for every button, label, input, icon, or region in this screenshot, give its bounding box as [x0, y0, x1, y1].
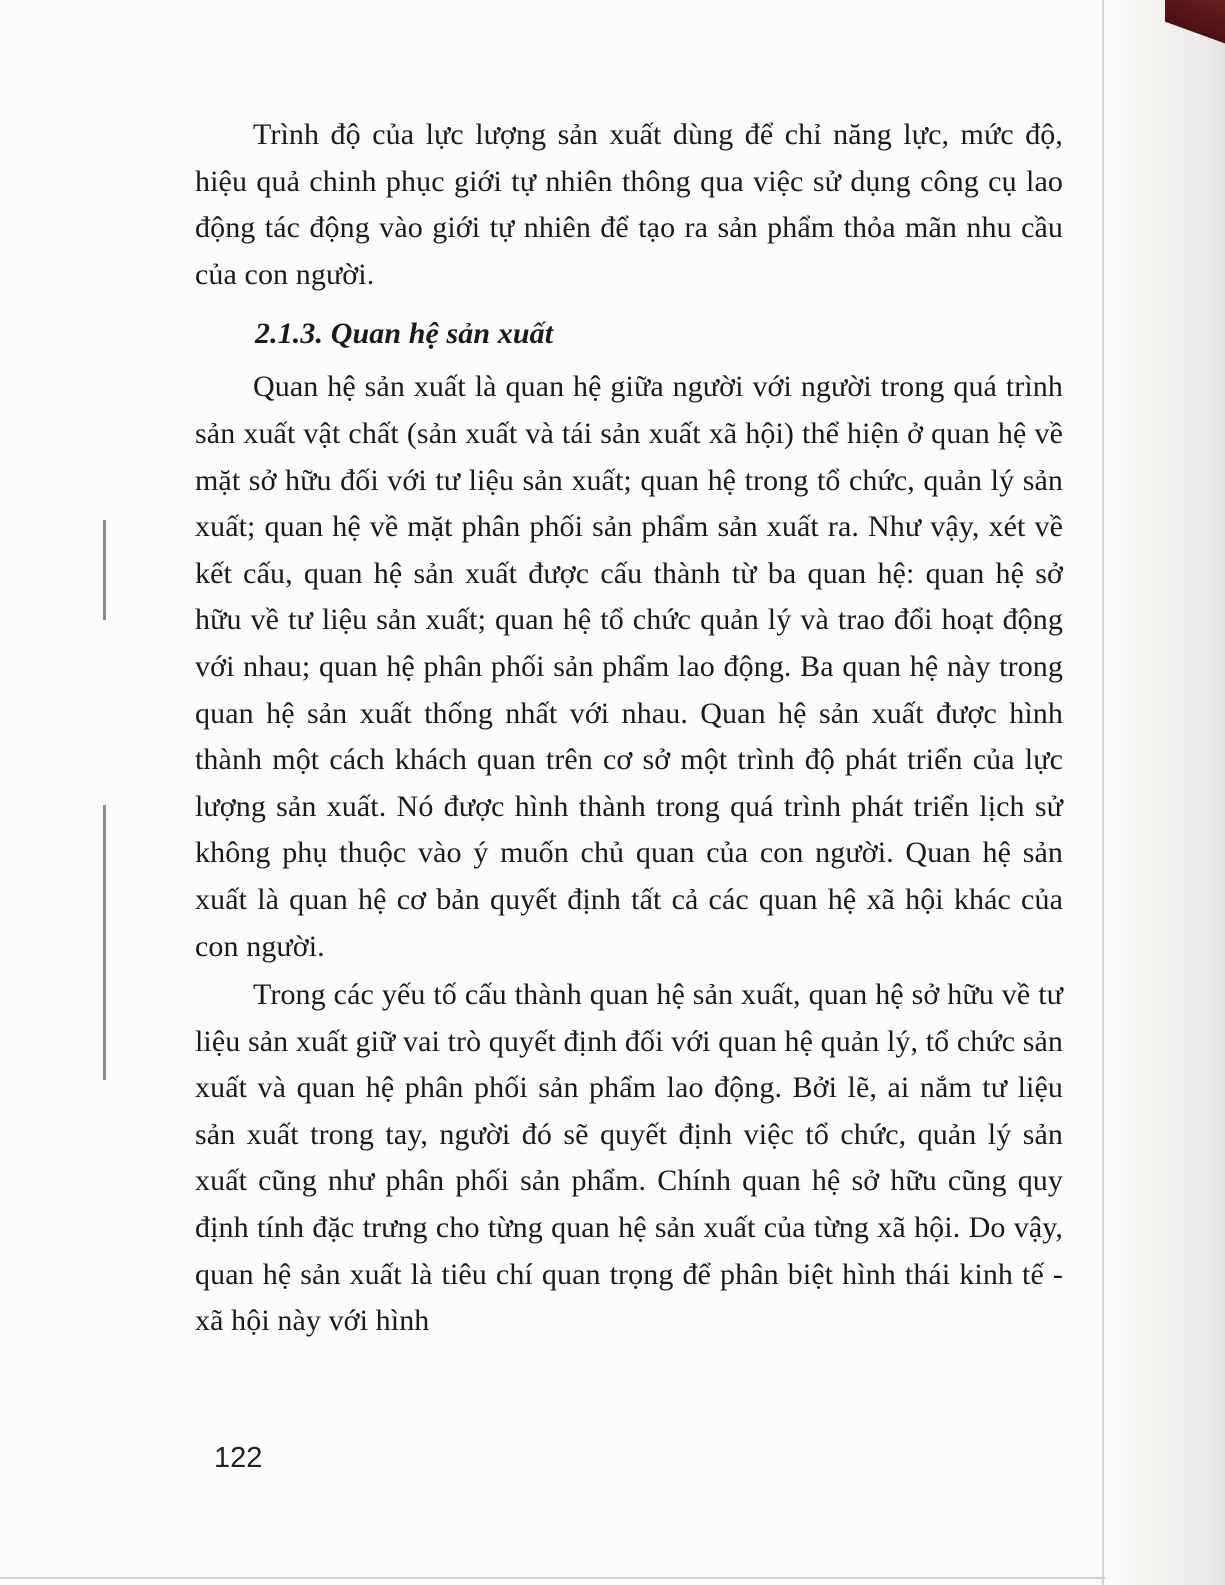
- page-edge-shadow: [1107, 0, 1225, 1585]
- paragraph-3: Trong các yếu tố cấu thành quan hệ sản xuất, quan hệ sở hữu về tư liệu sản xuất giữ vai trò quyết định đối với quan hệ quản lý, tổ chức sản xuất và quan hệ phân phối sản phẩm lao động. Bởi lẽ, ai nắm tư liệu sản xuất trong tay, người đó sẽ quyết định việc tổ chức, quản lý sản xuất cũng như phân phối sản phẩm. Chính quan hệ sở hữu cũng quy định tính đặc trưng cho từng quan hệ sản xuất của từng xã hội. Do vậy, quan hệ sản xuất là tiêu chí quan trọng để phân biệt hình thái kinh tế - xã hội này với hình: [195, 978, 1064, 1338]
- scan-mark-top: [103, 520, 106, 620]
- scan-mark-bottom: [103, 805, 106, 1080]
- book-cover-corner: [1165, 0, 1225, 50]
- page-edge-line: [1102, 0, 1104, 1585]
- paragraph-1: Trình độ của lực lượng sản xuất dùng để chỉ năng lực, mức độ, hiệu quả chinh phục giới tự nhiên thông qua việc sử dụng công cụ lao động tác động vào giới tự nhiên để tạo ra sản phẩm thỏa mãn nhu cầu của con người.: [195, 118, 1063, 291]
- page-bottom-edge: [0, 1577, 1105, 1579]
- section-heading: 2.1.3. Quan hệ sản xuất: [255, 317, 554, 351]
- body-text: [195, 112, 1063, 1345]
- page-number: 122: [214, 1442, 263, 1474]
- paragraph-2: Quan hệ sản xuất là quan hệ giữa người với người trong quá trình sản xuất vật chất (sản xuất và tái sản xuất xã hội) thể hiện ở quan hệ về mặt sở hữu đối với tư liệu sản xuất; quan hệ trong tổ chức, quản lý sản xuất; quan hệ về mặt phân phối sản phẩm sản xuất ra. Như vậy, xét về kết cấu, quan hệ sản xuất được cấu thành từ ba quan hệ: quan hệ sở hữu về tư liệu sản xuất; quan hệ tổ chức quản lý và trao đổi hoạt động với nhau; quan hệ phân phối sản phẩm lao động. Ba quan hệ này trong quan hệ sản xuất thống nhất với nhau. Quan hệ sản xuất được hình thành một cách khách quan trên cơ sở một trình độ phát triển của lực lượng sản xuất. Nó được hình thành trong quá trình phát triển lịch sử không phụ thuộc vào ý muốn chủ quan của con người. Quan hệ sản xuất là quan hệ cơ bản quyết định tất cả các quan hệ xã hội khác của con người.: [195, 370, 1063, 963]
